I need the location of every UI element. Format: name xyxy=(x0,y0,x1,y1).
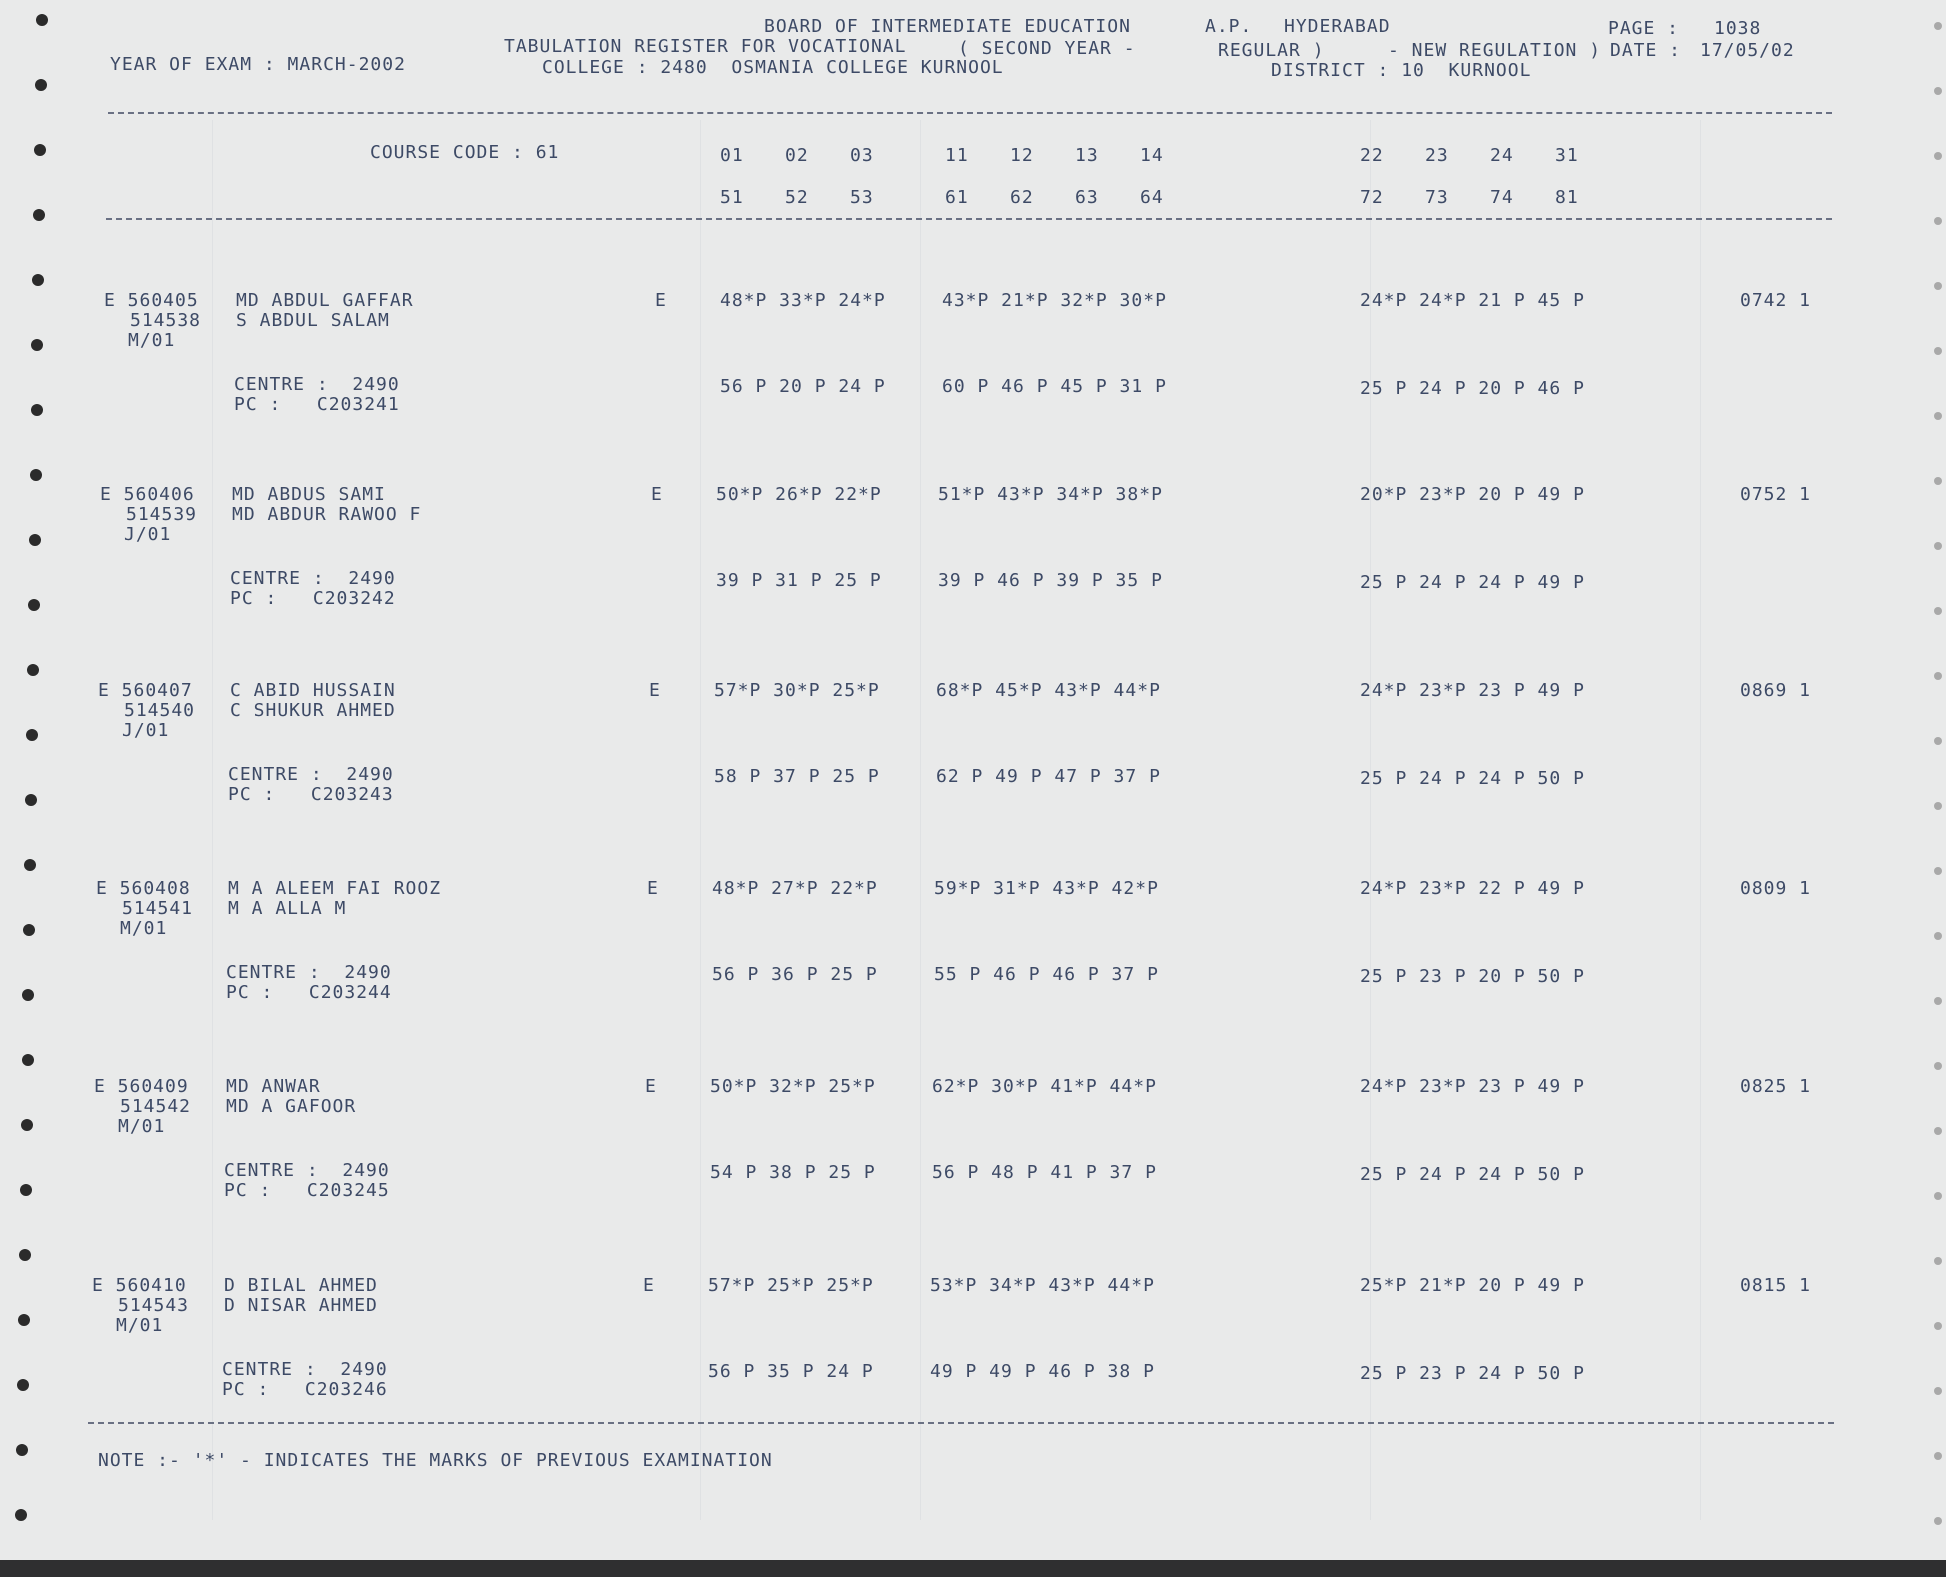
marks-group-2: 62*P 30*P 41*P 44*P xyxy=(932,1076,1157,1097)
marks-group-3-second: 25 P 24 P 24 P 50 P xyxy=(1360,1164,1585,1185)
pc-number: PC : C203245 xyxy=(224,1180,390,1201)
sprocket-hole xyxy=(1934,1452,1942,1460)
city: HYDERABAD xyxy=(1284,16,1391,37)
sprocket-hole xyxy=(25,794,37,806)
course-divider xyxy=(106,218,1832,220)
subject-code: 62 xyxy=(1010,187,1034,208)
sprocket-hole xyxy=(1934,867,1942,875)
marks-group-1-second: 56 P 35 P 24 P xyxy=(708,1361,874,1382)
category: J/01 xyxy=(124,524,172,545)
sprocket-hole xyxy=(1934,1322,1942,1330)
sprocket-hole xyxy=(1934,1062,1942,1070)
subject-code: 61 xyxy=(945,187,969,208)
father-name: C SHUKUR AHMED xyxy=(230,700,396,721)
subject-code: 23 xyxy=(1425,145,1449,166)
subject-code: 02 xyxy=(785,145,809,166)
subject-code: 31 xyxy=(1555,145,1579,166)
sprocket-hole xyxy=(15,1509,27,1521)
exam-number: E 560407 xyxy=(98,680,193,701)
marks-group-2-second: 60 P 46 P 45 P 31 P xyxy=(942,376,1167,397)
total-result: 0815 1 xyxy=(1740,1275,1812,1296)
date-label: DATE : xyxy=(1610,40,1682,61)
subject-code: 64 xyxy=(1140,187,1164,208)
marks-group-2: 43*P 21*P 32*P 30*P xyxy=(942,290,1167,311)
register-title: TABULATION REGISTER FOR VOCATIONAL xyxy=(504,36,907,57)
subject-code: 51 xyxy=(720,187,744,208)
sprocket-hole xyxy=(27,664,39,676)
subject-code: 14 xyxy=(1140,145,1164,166)
pc-number: PC : C203244 xyxy=(226,982,392,1003)
pc-number: PC : C203241 xyxy=(234,394,400,415)
centre: CENTRE : 2490 xyxy=(230,568,396,589)
subject-code: 81 xyxy=(1555,187,1579,208)
sprocket-hole xyxy=(33,209,45,221)
category: M/01 xyxy=(128,330,176,351)
medium: E xyxy=(643,1275,655,1296)
subject-code: 24 xyxy=(1490,145,1514,166)
sprocket-hole xyxy=(1934,1517,1942,1525)
exam-number: E 560405 xyxy=(104,290,199,311)
district: DISTRICT : 10 KURNOOL xyxy=(1271,60,1532,81)
column-rule xyxy=(700,120,701,1520)
sprocket-hole xyxy=(31,339,43,351)
medium: E xyxy=(655,290,667,311)
marks-group-3: 24*P 24*P 21 P 45 P xyxy=(1360,290,1585,311)
roll-number: 514541 xyxy=(122,898,194,919)
marks-group-3: 20*P 23*P 20 P 49 P xyxy=(1360,484,1585,505)
centre: CENTRE : 2490 xyxy=(228,764,394,785)
column-rule xyxy=(1370,120,1371,1520)
subject-code: 63 xyxy=(1075,187,1099,208)
sprocket-hole xyxy=(34,144,46,156)
pc-number: PC : C203242 xyxy=(230,588,396,609)
roll-number: 514539 xyxy=(126,504,198,525)
sprocket-hole xyxy=(1934,152,1942,160)
sprocket-hole xyxy=(29,534,41,546)
marks-group-3: 25*P 21*P 20 P 49 P xyxy=(1360,1275,1585,1296)
sprocket-hole xyxy=(1934,932,1942,940)
marks-group-2: 51*P 43*P 34*P 38*P xyxy=(938,484,1163,505)
college: COLLEGE : 2480 OSMANIA COLLEGE KURNOOL xyxy=(542,57,1004,78)
marks-group-3-second: 25 P 24 P 20 P 46 P xyxy=(1360,378,1585,399)
father-name: S ABDUL SALAM xyxy=(236,310,390,331)
sprocket-hole xyxy=(24,859,36,871)
marks-group-1: 57*P 30*P 25*P xyxy=(714,680,880,701)
sprocket-hole xyxy=(30,469,42,481)
sprocket-hole xyxy=(1934,607,1942,615)
medium: E xyxy=(647,878,659,899)
sprocket-hole xyxy=(18,1314,30,1326)
marks-group-1: 50*P 26*P 22*P xyxy=(716,484,882,505)
sprocket-hole xyxy=(1934,1192,1942,1200)
column-rule xyxy=(920,120,921,1520)
sprocket-hole xyxy=(1934,802,1942,810)
marks-group-1-second: 39 P 31 P 25 P xyxy=(716,570,882,591)
medium: E xyxy=(649,680,661,701)
regular-note: REGULAR ) xyxy=(1218,40,1325,61)
medium: E xyxy=(645,1076,657,1097)
marks-group-1: 50*P 32*P 25*P xyxy=(710,1076,876,1097)
scan-edge xyxy=(0,1560,1946,1577)
category: M/01 xyxy=(120,918,168,939)
subject-code: 11 xyxy=(945,145,969,166)
sprocket-hole xyxy=(1934,87,1942,95)
sprocket-hole xyxy=(22,989,34,1001)
roll-number: 514543 xyxy=(118,1295,190,1316)
sprocket-hole xyxy=(1934,1387,1942,1395)
marks-group-2: 68*P 45*P 43*P 44*P xyxy=(936,680,1161,701)
year-of-exam: YEAR OF EXAM : MARCH-2002 xyxy=(110,54,406,75)
exam-number: E 560410 xyxy=(92,1275,187,1296)
sprocket-hole xyxy=(1934,217,1942,225)
marks-group-3: 24*P 23*P 22 P 49 P xyxy=(1360,878,1585,899)
sprocket-hole xyxy=(20,1184,32,1196)
total-result: 0752 1 xyxy=(1740,484,1812,505)
marks-group-2-second: 39 P 46 P 39 P 35 P xyxy=(938,570,1163,591)
marks-group-2-second: 62 P 49 P 47 P 37 P xyxy=(936,766,1161,787)
pc-number: PC : C203243 xyxy=(228,784,394,805)
marks-group-3-second: 25 P 24 P 24 P 49 P xyxy=(1360,572,1585,593)
roll-number: 514540 xyxy=(124,700,196,721)
category: M/01 xyxy=(116,1315,164,1336)
category: J/01 xyxy=(122,720,170,741)
student-name: MD ANWAR xyxy=(226,1076,321,1097)
marks-group-3-second: 25 P 23 P 24 P 50 P xyxy=(1360,1363,1585,1384)
total-result: 0809 1 xyxy=(1740,878,1812,899)
sprocket-hole xyxy=(1934,997,1942,1005)
subject-code: 22 xyxy=(1360,145,1384,166)
roll-number: 514542 xyxy=(120,1096,192,1117)
marks-group-2-second: 49 P 49 P 46 P 38 P xyxy=(930,1361,1155,1382)
centre: CENTRE : 2490 xyxy=(234,374,400,395)
board-name: BOARD OF INTERMEDIATE EDUCATION xyxy=(764,16,1131,37)
sprocket-hole xyxy=(22,1054,34,1066)
pc-number: PC : C203246 xyxy=(222,1379,388,1400)
roll-number: 514538 xyxy=(130,310,202,331)
column-rule xyxy=(1700,120,1701,1520)
marks-group-2-second: 55 P 46 P 46 P 37 P xyxy=(934,964,1159,985)
sprocket-hole xyxy=(1934,737,1942,745)
sprocket-hole xyxy=(17,1379,29,1391)
marks-group-1: 48*P 27*P 22*P xyxy=(712,878,878,899)
sprocket-hole xyxy=(35,79,47,91)
year-note: ( SECOND YEAR - xyxy=(958,38,1136,59)
student-name: M A ALEEM FAI ROOZ xyxy=(228,878,442,899)
student-name: C ABID HUSSAIN xyxy=(230,680,396,701)
student-name: MD ABDUL GAFFAR xyxy=(236,290,414,311)
marks-group-3-second: 25 P 24 P 24 P 50 P xyxy=(1360,768,1585,789)
sprocket-hole xyxy=(19,1249,31,1261)
regulation-note: - NEW REGULATION ) xyxy=(1388,40,1602,61)
centre: CENTRE : 2490 xyxy=(222,1359,388,1380)
marks-group-3: 24*P 23*P 23 P 49 P xyxy=(1360,1076,1585,1097)
father-name: D NISAR AHMED xyxy=(224,1295,378,1316)
medium: E xyxy=(651,484,663,505)
sprocket-hole xyxy=(36,14,48,26)
sprocket-hole xyxy=(1934,542,1942,550)
total-result: 0742 1 xyxy=(1740,290,1812,311)
marks-group-3-second: 25 P 23 P 20 P 50 P xyxy=(1360,966,1585,987)
column-rule xyxy=(212,120,213,1520)
subject-code: 53 xyxy=(850,187,874,208)
father-name: MD ABDUR RAWOO F xyxy=(232,504,422,525)
page-number: 1038 xyxy=(1714,18,1762,39)
sprocket-hole xyxy=(1934,1127,1942,1135)
exam-number: E 560408 xyxy=(96,878,191,899)
sprocket-hole xyxy=(1934,282,1942,290)
sprocket-hole xyxy=(26,729,38,741)
sprocket-hole xyxy=(31,404,43,416)
subject-code: 52 xyxy=(785,187,809,208)
subject-code: 12 xyxy=(1010,145,1034,166)
sprocket-hole xyxy=(1934,1257,1942,1265)
marks-group-1-second: 58 P 37 P 25 P xyxy=(714,766,880,787)
marks-group-1-second: 56 P 20 P 24 P xyxy=(720,376,886,397)
sprocket-hole xyxy=(1934,412,1942,420)
father-name: MD A GAFOOR xyxy=(226,1096,357,1117)
state: A.P. xyxy=(1205,16,1253,37)
marks-group-2: 59*P 31*P 43*P 42*P xyxy=(934,878,1159,899)
marks-group-3: 24*P 23*P 23 P 49 P xyxy=(1360,680,1585,701)
sprocket-hole xyxy=(1934,22,1942,30)
sprocket-hole xyxy=(1934,347,1942,355)
course-code: COURSE CODE : 61 xyxy=(370,142,560,163)
sprocket-hole xyxy=(21,1119,33,1131)
marks-group-2-second: 56 P 48 P 41 P 37 P xyxy=(932,1162,1157,1183)
marks-group-1: 48*P 33*P 24*P xyxy=(720,290,886,311)
footnote: NOTE :- '*' - INDICATES THE MARKS OF PREVIOUS EXAMINATION xyxy=(98,1450,773,1471)
centre: CENTRE : 2490 xyxy=(226,962,392,983)
exam-number: E 560406 xyxy=(100,484,195,505)
subject-code: 73 xyxy=(1425,187,1449,208)
footer-divider xyxy=(88,1422,1834,1424)
page-label: PAGE : xyxy=(1608,18,1680,39)
sprocket-hole xyxy=(1934,477,1942,485)
marks-group-1-second: 56 P 36 P 25 P xyxy=(712,964,878,985)
student-name: D BILAL AHMED xyxy=(224,1275,378,1296)
father-name: M A ALLA M xyxy=(228,898,347,919)
sprocket-hole xyxy=(32,274,44,286)
subject-code: 13 xyxy=(1075,145,1099,166)
sprocket-hole xyxy=(28,599,40,611)
sprocket-hole xyxy=(16,1444,28,1456)
sprocket-hole xyxy=(1934,672,1942,680)
total-result: 0869 1 xyxy=(1740,680,1812,701)
category: M/01 xyxy=(118,1116,166,1137)
subject-code: 01 xyxy=(720,145,744,166)
sprocket-hole xyxy=(23,924,35,936)
exam-number: E 560409 xyxy=(94,1076,189,1097)
total-result: 0825 1 xyxy=(1740,1076,1812,1097)
student-name: MD ABDUS SAMI xyxy=(232,484,386,505)
subject-code: 74 xyxy=(1490,187,1514,208)
subject-code: 72 xyxy=(1360,187,1384,208)
centre: CENTRE : 2490 xyxy=(224,1160,390,1181)
marks-group-1-second: 54 P 38 P 25 P xyxy=(710,1162,876,1183)
marks-group-1: 57*P 25*P 25*P xyxy=(708,1275,874,1296)
marks-group-2: 53*P 34*P 43*P 44*P xyxy=(930,1275,1155,1296)
header-divider xyxy=(108,112,1832,114)
subject-code: 03 xyxy=(850,145,874,166)
print-date: 17/05/02 xyxy=(1700,40,1795,61)
